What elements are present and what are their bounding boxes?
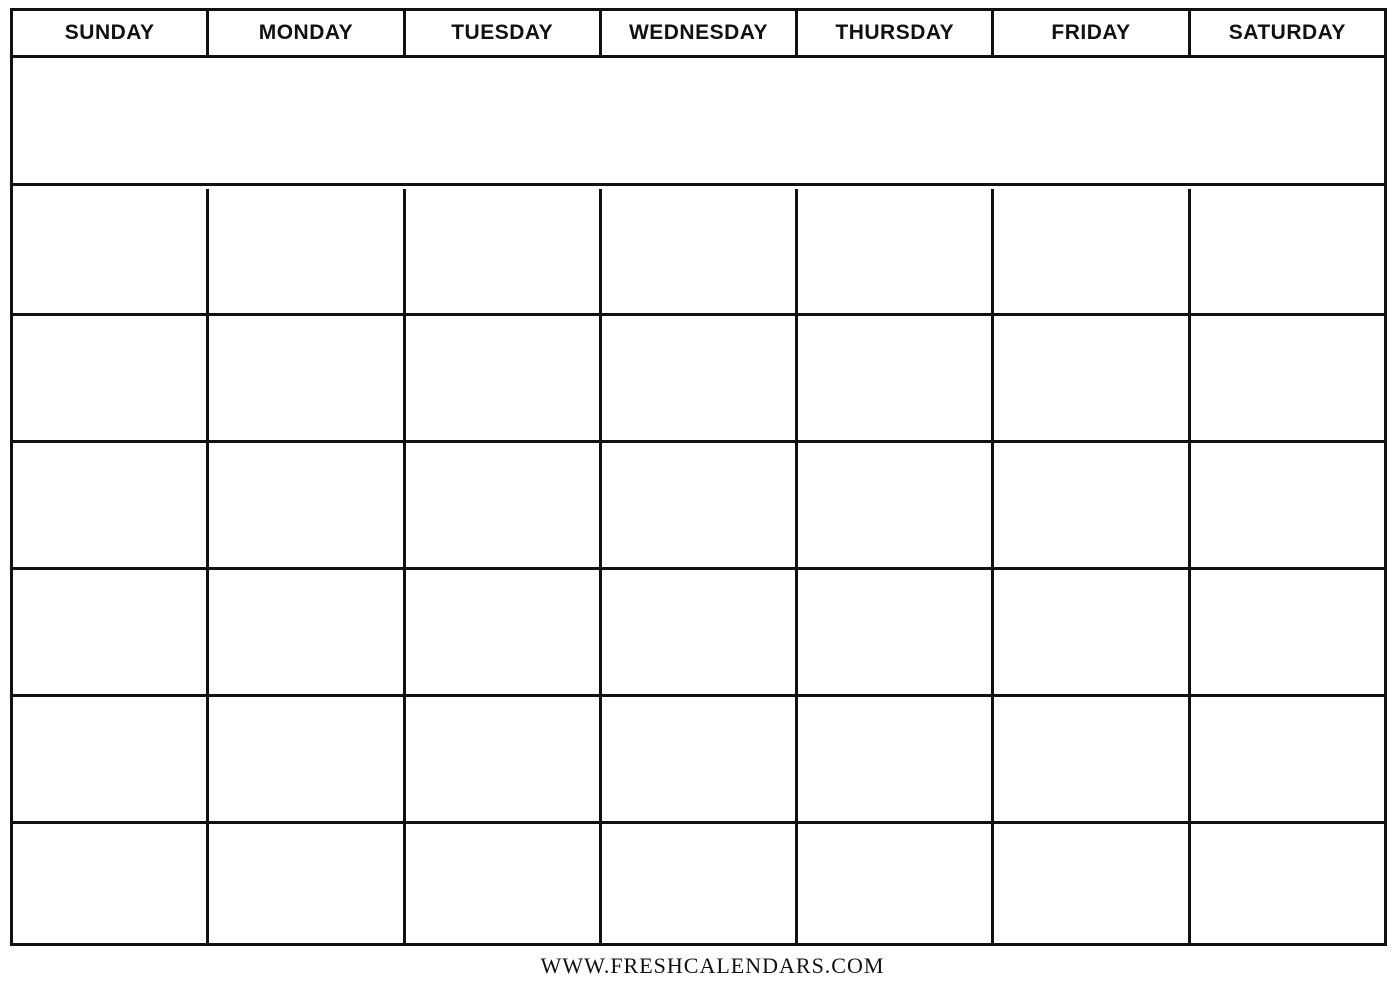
day-cell[interactable]: [798, 570, 994, 694]
week-row: [13, 824, 1384, 943]
day-cell[interactable]: [1191, 570, 1384, 694]
day-cell[interactable]: [798, 189, 994, 313]
day-cell[interactable]: [13, 443, 209, 567]
day-cell[interactable]: [13, 189, 209, 313]
day-cell[interactable]: [406, 443, 602, 567]
day-cell[interactable]: [798, 697, 994, 821]
day-cell[interactable]: [13, 570, 209, 694]
weekday-header-saturday: SATURDAY: [1228, 21, 1346, 44]
day-cell[interactable]: [1191, 316, 1384, 440]
day-cell[interactable]: [209, 189, 405, 313]
day-cell[interactable]: [13, 697, 209, 821]
day-cell[interactable]: [602, 824, 798, 943]
day-cell[interactable]: [994, 824, 1190, 943]
day-cell[interactable]: [209, 697, 405, 821]
week-row: [13, 697, 1384, 824]
day-cell[interactable]: [1191, 824, 1384, 943]
weekday-header-friday: FRIDAY: [994, 11, 1190, 55]
day-cell[interactable]: [209, 316, 405, 440]
day-cell[interactable]: [994, 697, 1190, 821]
day-cell[interactable]: [994, 189, 1190, 313]
day-cell[interactable]: [406, 316, 602, 440]
day-cell[interactable]: [994, 316, 1190, 440]
day-cell[interactable]: [209, 570, 405, 694]
day-cell[interactable]: [798, 443, 994, 567]
week-row: [13, 570, 1384, 697]
day-cell[interactable]: [406, 189, 602, 313]
day-cell[interactable]: [406, 697, 602, 821]
website-footer: WWW.FRESHCALENDARS.COM: [540, 953, 885, 978]
weekday-header-wednesday: WEDNESDAY: [602, 11, 798, 55]
day-cell[interactable]: [13, 824, 209, 943]
day-cell[interactable]: [1191, 697, 1384, 821]
day-cell[interactable]: [209, 443, 405, 567]
weekday-header-row: [13, 11, 1384, 58]
week-row: [13, 316, 1384, 443]
weekday-header-sunday: SUNDAY: [13, 11, 209, 55]
day-cell[interactable]: [13, 316, 209, 440]
day-cell[interactable]: [602, 570, 798, 694]
weekday-header-tuesday: TUESDAY: [406, 11, 602, 55]
day-cell[interactable]: [209, 824, 405, 943]
week-row: [13, 443, 1384, 570]
day-cell[interactable]: [798, 316, 994, 440]
day-cell[interactable]: [994, 443, 1190, 567]
day-cell[interactable]: [602, 316, 798, 440]
day-cell[interactable]: [602, 443, 798, 567]
day-cell[interactable]: [1191, 189, 1384, 313]
calendar-grid: [10, 8, 1387, 946]
day-cell[interactable]: [602, 189, 798, 313]
day-cell[interactable]: [798, 824, 994, 943]
day-cell[interactable]: [602, 697, 798, 821]
day-cell[interactable]: [406, 570, 602, 694]
day-cell[interactable]: [406, 824, 602, 943]
day-cell[interactable]: [1191, 443, 1384, 567]
weekday-header-thursday: THURSDAY: [798, 11, 994, 55]
month-title-area[interactable]: [13, 58, 1384, 186]
day-cell[interactable]: [994, 570, 1190, 694]
week-row: [13, 189, 1384, 316]
weekday-header-monday: MONDAY: [209, 11, 405, 55]
